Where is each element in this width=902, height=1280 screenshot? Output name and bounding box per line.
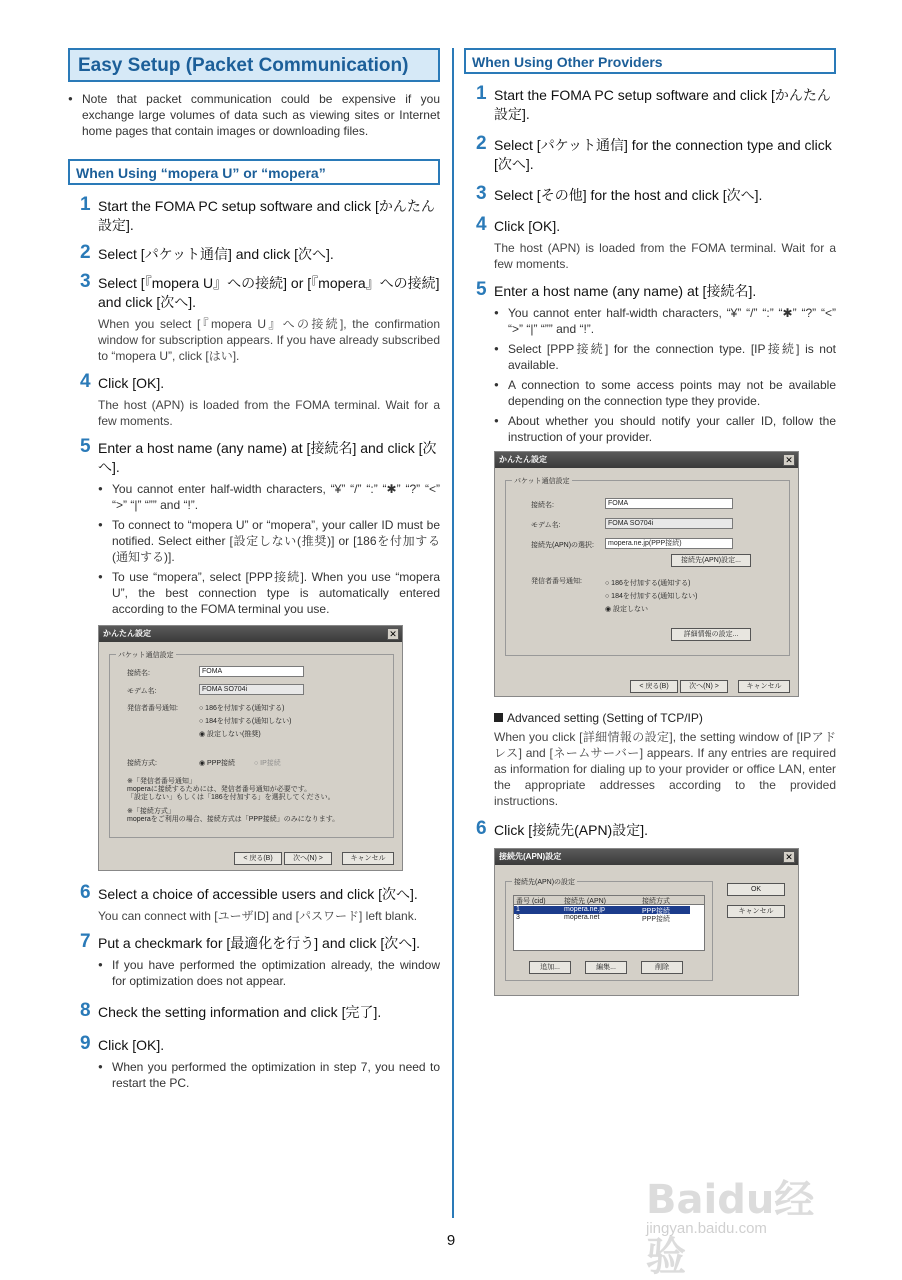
step-9 — [68, 1033, 440, 1091]
step-number: 7 — [80, 931, 91, 952]
table-row — [514, 914, 690, 922]
step-5 — [68, 436, 440, 617]
close-icon: ✕ — [783, 454, 795, 466]
next-button: 次へ(N) > — [284, 852, 332, 865]
step-number: 1 — [80, 194, 91, 215]
step-text: Start the FOMA PC setup software and click [かんたん設定]. — [98, 198, 435, 233]
easy-setup-dialog-screenshot — [494, 451, 799, 697]
connection-name-label: 接続名: — [531, 502, 554, 509]
step-number: 6 — [476, 818, 487, 839]
column-header-apn: 接続先 (APN) — [564, 898, 606, 905]
dialog-note: moperaに接続するためには、発信者番号通知が必要です。 — [127, 786, 312, 793]
row-number: 3 — [516, 914, 520, 921]
step-number: 4 — [80, 371, 91, 392]
connection-type-label: 接続方式: — [127, 760, 157, 767]
cancel-button: キャンセル — [738, 680, 790, 693]
step-note: The host (APN) is loaded from the FOMA terminal. Wait for a few moments. — [98, 398, 440, 428]
section-title-other-providers: When Using Other Providers — [464, 48, 836, 74]
dialog-title: 接続先(APN)設定 — [495, 849, 798, 865]
step-4 — [68, 371, 440, 429]
watermark-url: jingyan.baidu.com — [646, 1220, 767, 1237]
step-bullet: ● Select [PPP接続] for the connection type. [IP接続] is not available. — [494, 341, 836, 373]
step-1 — [68, 194, 440, 235]
close-icon: ✕ — [783, 851, 795, 863]
step-number: 9 — [80, 1033, 91, 1054]
caller-id-label: 発信者番号通知: — [531, 578, 582, 585]
section-title-mopera: When Using “mopera U” or “mopera” — [68, 159, 440, 185]
connection-name-label: 接続名: — [127, 670, 150, 677]
right-column — [464, 48, 836, 996]
step-2 — [464, 133, 836, 174]
modem-name-label: モデム名: — [531, 522, 561, 529]
step-text: Select [その他] for the host and click [次へ]. — [494, 187, 763, 203]
radio-184: ○ 184を付加する(通知しない) — [199, 718, 292, 725]
step-text: Enter a host name (any name) at [接続名] and click [次へ]. — [98, 440, 437, 475]
cancel-button: キャンセル — [727, 905, 785, 918]
connection-name-field: FOMA — [199, 666, 304, 677]
modem-name-field: FOMA SO704i — [605, 518, 733, 529]
add-button: 追加... — [529, 961, 571, 974]
step-bullet: ● A connection to some access points may not be available depending on the connection type they provide. — [494, 377, 836, 409]
step-number: 8 — [80, 1000, 91, 1021]
step-text: Check the setting information and click [完了]. — [98, 1004, 382, 1020]
step-text: Click [接続先(APN)設定]. — [494, 822, 648, 838]
dialog-note: ※「発信者番号通知」 — [127, 778, 196, 785]
row-type: PPP接続 — [642, 916, 671, 923]
dialog-note: 「設定しない」もしくは「186を付加する」を選択してください。 — [127, 794, 335, 801]
row-number: 1 — [516, 906, 520, 913]
step-text: Click [OK]. — [494, 218, 561, 234]
detail-settings-button: 詳細情報の設定... — [671, 628, 751, 641]
delete-button: 削除 — [641, 961, 683, 974]
advanced-setting-title: Advanced setting (Setting of TCP/IP) — [507, 711, 703, 725]
edit-button: 編集... — [585, 961, 627, 974]
square-bullet-icon — [494, 713, 503, 722]
dialog-title: かんたん設定 — [99, 626, 402, 642]
step-1 — [464, 83, 836, 124]
step-text: Select [パケット通信] for the connection type and click [次へ]. — [494, 137, 832, 172]
step-7 — [68, 931, 440, 989]
apn-settings-button: 接続先(APN)設定... — [671, 554, 751, 567]
group-label: パケット通信設定 — [514, 478, 570, 485]
row-type: PPP接続 — [642, 908, 671, 915]
left-column — [68, 48, 440, 1091]
step-bullet: ● You cannot enter half-width characters, “¥” “/” “:” “✱” “?” “<” “>” “|” “”” and “!”. — [494, 305, 836, 337]
radio-ip: ○ IP接続 — [254, 760, 281, 767]
column-divider — [452, 48, 454, 1218]
step-number: 6 — [80, 882, 91, 903]
caller-id-label: 発信者番号通知: — [127, 705, 178, 712]
step-6 — [464, 818, 836, 840]
radio-186: ○ 186を付加する(通知する) — [199, 705, 285, 712]
dialog-title: かんたん設定 — [495, 452, 798, 468]
step-number: 4 — [476, 214, 487, 235]
step-bullet: ● About whether you should notify your caller ID, follow the instruction of your provider. — [494, 413, 836, 445]
advanced-setting-heading — [494, 711, 836, 725]
group-label: 接続先(APN)の設定 — [514, 879, 576, 886]
watermark-logo: Baidu经验 — [646, 1177, 815, 1280]
apn-table — [513, 895, 705, 951]
easy-setup-dialog-screenshot — [98, 625, 403, 871]
step-text: Click [OK]. — [98, 1037, 165, 1053]
step-note: When you select [『mopera U』への接続], the confirmation window for subscription appears. If you have already subscribed to “mopera U”, click [はい]. — [98, 317, 440, 363]
dialog-note: moperaをご利用の場合、接続方式は「PPP接続」のみになります。 — [127, 816, 340, 823]
row-apn: mopera.net — [564, 914, 600, 921]
step-text: Select [パケット通信] and click [次へ]. — [98, 246, 334, 262]
column-header-type: 接続方式 — [642, 898, 670, 905]
next-button: 次へ(N) > — [680, 680, 728, 693]
close-icon: ✕ — [387, 628, 399, 640]
apn-settings-dialog-screenshot — [494, 848, 799, 996]
step-bullet: ● To use “mopera”, select [PPP接続]. When you use “mopera U”, the best connection type is automatically entered according to the FOMA terminal you use. — [98, 569, 440, 617]
ok-button: OK — [727, 883, 785, 896]
step-number: 2 — [476, 133, 487, 154]
cancel-button: キャンセル — [342, 852, 394, 865]
step-bullet: ● If you have performed the optimization already, the window for optimization does not appear. — [98, 957, 440, 989]
step-number: 5 — [476, 279, 487, 300]
step-number: 2 — [80, 242, 91, 263]
connection-name-field: FOMA — [605, 498, 733, 509]
radio-ppp: ◉ PPP接続 — [199, 760, 236, 767]
apn-select: mopera.ne.jp(PPP接続) — [605, 538, 733, 549]
step-text: Click [OK]. — [98, 375, 165, 391]
step-number: 3 — [80, 271, 91, 292]
group-label: パケット通信設定 — [118, 652, 174, 659]
step-text: Select [『mopera U』への接続] or [『mopera』への接続] and click [次へ]. — [98, 275, 440, 310]
step-note: You can connect with [ユーザID] and [パスワード] left blank. — [98, 909, 418, 923]
step-text: Enter a host name (any name) at [接続名]. — [494, 283, 757, 299]
step-3 — [464, 183, 836, 205]
step-6 — [68, 882, 440, 924]
back-button: < 戻る(B) — [630, 680, 678, 693]
step-2 — [68, 242, 440, 264]
row-apn: mopera.ne.jp — [564, 906, 605, 913]
step-3 — [68, 271, 440, 364]
column-header-number: 番号 (cid) — [516, 898, 546, 905]
step-text: Select a choice of accessible users and click [次へ]. — [98, 886, 418, 902]
baidu-watermark — [642, 1160, 842, 1280]
modem-name-field: FOMA SO704i — [199, 684, 304, 695]
table-row — [514, 906, 690, 914]
step-note: The host (APN) is loaded from the FOMA terminal. Wait for a few moments. — [494, 241, 836, 271]
page-number: 9 — [446, 1232, 456, 1249]
radio-no-setting: ◉ 設定しない(推奨) — [199, 731, 261, 738]
step-bullet: ● You cannot enter half-width characters, “¥” “/” “:” “✱” “?” “<” “>” “|” “”” and “!”. — [98, 481, 440, 513]
step-bullet: ● To connect to “mopera U” or “mopera”, your caller ID must be notified. Select either [設定しない(推奨)] or [186を付加する(通知する)]. — [98, 517, 440, 565]
step-5 — [464, 279, 836, 445]
radio-186: ○ 186を付加する(通知する) — [605, 580, 691, 587]
step-bullet: ● When you performed the optimization in step 7, you need to restart the PC. — [98, 1059, 440, 1091]
step-number: 1 — [476, 83, 487, 104]
intro-note: ● Note that packet communication could be expensive if you exchange large volumes of data such as viewing sites or Internet home pages that contain images or downloading files. — [68, 91, 440, 139]
radio-no-setting: ◉ 設定しない — [605, 606, 649, 613]
step-4 — [464, 214, 836, 272]
step-text: Put a checkmark for [最適化を行う] and click [次へ]. — [98, 935, 421, 951]
modem-name-label: モデム名: — [127, 688, 157, 695]
step-number: 5 — [80, 436, 91, 457]
advanced-setting-text: When you click [詳細情報の設定], the setting window of [IPアドレス] and [ネームサーバー] appears. If any entries are required as information for dialing up to your provider or office LAN, enter the appropriate addresses according to the provided instructions. — [494, 730, 836, 808]
step-text: Start the FOMA PC setup software and click [かんたん設定]. — [494, 87, 831, 122]
apn-select-label: 接続先(APN)の選択: — [531, 542, 594, 549]
page-title: Easy Setup (Packet Communication) — [68, 48, 440, 82]
step-8 — [68, 1000, 440, 1022]
dialog-note: ※「接続方式」 — [127, 808, 175, 815]
radio-184: ○ 184を付加する(通知しない) — [605, 593, 698, 600]
back-button: < 戻る(B) — [234, 852, 282, 865]
step-number: 3 — [476, 183, 487, 204]
apn-table-header — [514, 896, 704, 905]
